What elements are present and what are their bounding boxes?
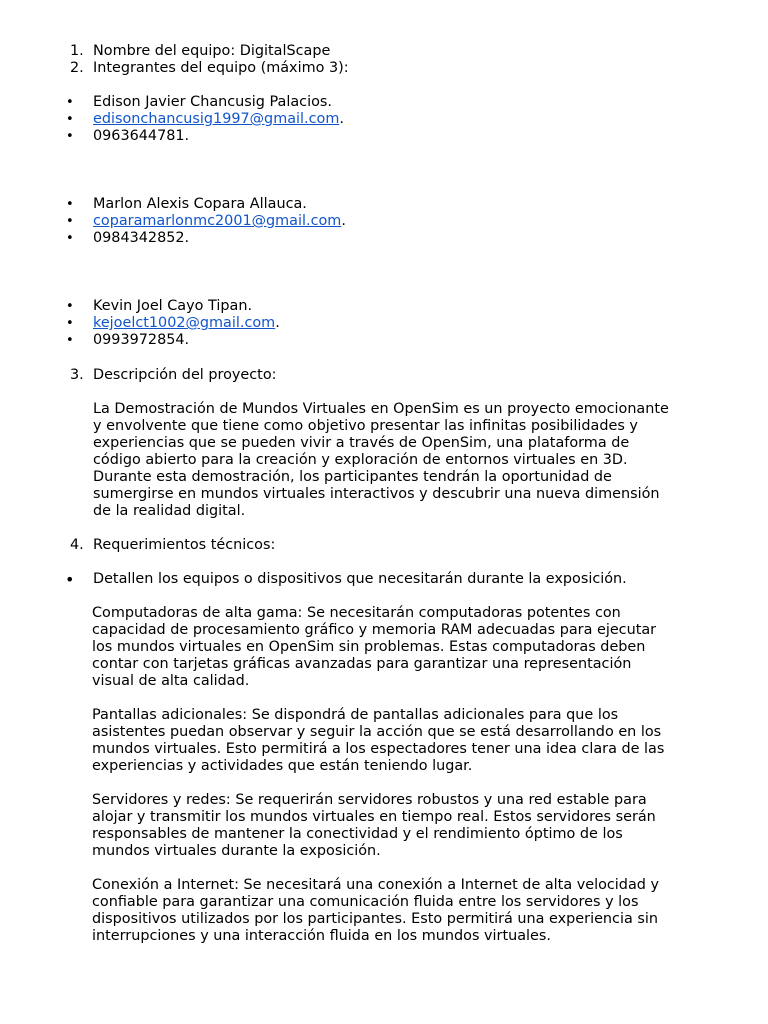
member-email-link[interactable]: kejoelct1002@gmail.com xyxy=(93,315,276,331)
paragraph-line: asistentes puedan observar y seguir la acción que se está desarrollando en los xyxy=(92,724,662,740)
bullet-icon: • xyxy=(66,316,74,331)
list-number: 1. xyxy=(70,43,84,59)
bullet-icon: • xyxy=(66,333,74,348)
paragraph-line: Servidores y redes: Se requerirán servidores robustos y una red estable para xyxy=(92,792,647,808)
bullet-icon: • xyxy=(66,95,74,110)
paragraph-line: alojar y transmitir los mundos virtuales en tiempo real. Estos servidores serán xyxy=(92,809,656,825)
member-email-wrap xyxy=(93,213,346,230)
paragraph-line: capacidad de procesamiento gráfico y memoria RAM adecuadas para ejecutar xyxy=(92,622,657,638)
paragraph-line: código abierto para la creación y exploración de entornos virtuales en 3D. xyxy=(93,452,628,468)
team-members-heading: Integrantes del equipo (máximo 3): xyxy=(93,60,349,76)
requirement-internet xyxy=(92,877,752,945)
paragraph-line: y envolvente que tiene como objetivo presentar las infinitas posibilidades y xyxy=(93,418,638,434)
paragraph-line: Durante esta demostración, los participantes tendrán la oportunidad de xyxy=(93,469,612,485)
description-paragraph xyxy=(93,401,753,520)
list-number: 4. xyxy=(70,537,84,553)
team-name-text: Nombre del equipo: DigitalScape xyxy=(93,43,331,59)
member-email-link[interactable]: edisonchancusig1997@gmail.com xyxy=(93,111,340,127)
list-number: 2. xyxy=(70,60,84,76)
bullet-icon: • xyxy=(66,299,74,314)
email-period: . xyxy=(275,315,280,331)
paragraph-line: sumergirse en mundos virtuales interactivos y descubrir una nueva dimensión xyxy=(93,486,660,502)
bullet-icon: • xyxy=(66,214,74,229)
member-name: Edison Javier Chancusig Palacios. xyxy=(93,94,332,110)
bullet-icon: • xyxy=(65,570,75,589)
paragraph-line: visual de alta calidad. xyxy=(92,673,250,689)
bullet-icon: • xyxy=(66,197,74,212)
paragraph-line: mundos virtuales. Esto permitirá a los espectadores tener una idea clara de las xyxy=(92,741,665,757)
email-period: . xyxy=(339,111,344,127)
bullet-icon: • xyxy=(66,112,74,127)
bullet-icon: • xyxy=(66,231,74,246)
member-email-link[interactable]: coparamarlonmc2001@gmail.com xyxy=(93,213,342,229)
member-phone: 0984342852. xyxy=(93,230,190,246)
paragraph-line: experiencias que se pueden vivir a través de OpenSim, una plataforma de xyxy=(93,435,630,451)
member-name: Marlon Alexis Copara Allauca. xyxy=(93,196,307,212)
paragraph-line: experiencias y actividades que están teniendo lugar. xyxy=(92,758,473,774)
paragraph-line: dispositivos utilizados por los participantes. Esto permitirá una experiencia sin xyxy=(92,911,658,927)
member-email-wrap xyxy=(93,111,344,128)
member-phone: 0963644781. xyxy=(93,128,190,144)
paragraph-line: responsables de mantener la conectividad y el rendimiento óptimo de los xyxy=(92,826,623,842)
member-email-wrap xyxy=(93,315,280,332)
member-phone: 0993972854. xyxy=(93,332,190,348)
paragraph-line: contar con tarjetas gráficas avanzadas para garantizar una representación xyxy=(92,656,632,672)
member-name: Kevin Joel Cayo Tipan. xyxy=(93,298,253,314)
requirement-screens xyxy=(92,707,752,775)
requirement-computers xyxy=(92,605,752,690)
requirements-bullet-text: Detallen los equipos o dispositivos que necesitarán durante la exposición. xyxy=(93,571,627,587)
paragraph-line: Pantallas adicionales: Se dispondrá de pantallas adicionales para que los xyxy=(92,707,619,723)
description-heading: Descripción del proyecto: xyxy=(93,367,277,383)
paragraph-line: de la realidad digital. xyxy=(93,503,246,519)
list-number: 3. xyxy=(70,367,84,383)
paragraph-line: confiable para garantizar una comunicación fluida entre los servidores y los xyxy=(92,894,639,910)
requirements-heading: Requerimientos técnicos: xyxy=(93,537,276,553)
bullet-icon: • xyxy=(66,129,74,144)
paragraph-line: interrupciones y una interacción fluida en los mundos virtuales. xyxy=(92,928,551,944)
paragraph-line: La Demostración de Mundos Virtuales en OpenSim es un proyecto emocionante xyxy=(93,401,669,417)
paragraph-line: Conexión a Internet: Se necesitará una conexión a Internet de alta velocidad y xyxy=(92,877,659,893)
paragraph-line: los mundos virtuales en OpenSim sin problemas. Estas computadoras deben xyxy=(92,639,646,655)
email-period: . xyxy=(341,213,346,229)
paragraph-line: mundos virtuales durante la exposición. xyxy=(92,843,381,859)
requirement-servers xyxy=(92,792,752,860)
paragraph-line: Computadoras de alta gama: Se necesitarán computadoras potentes con xyxy=(92,605,621,621)
